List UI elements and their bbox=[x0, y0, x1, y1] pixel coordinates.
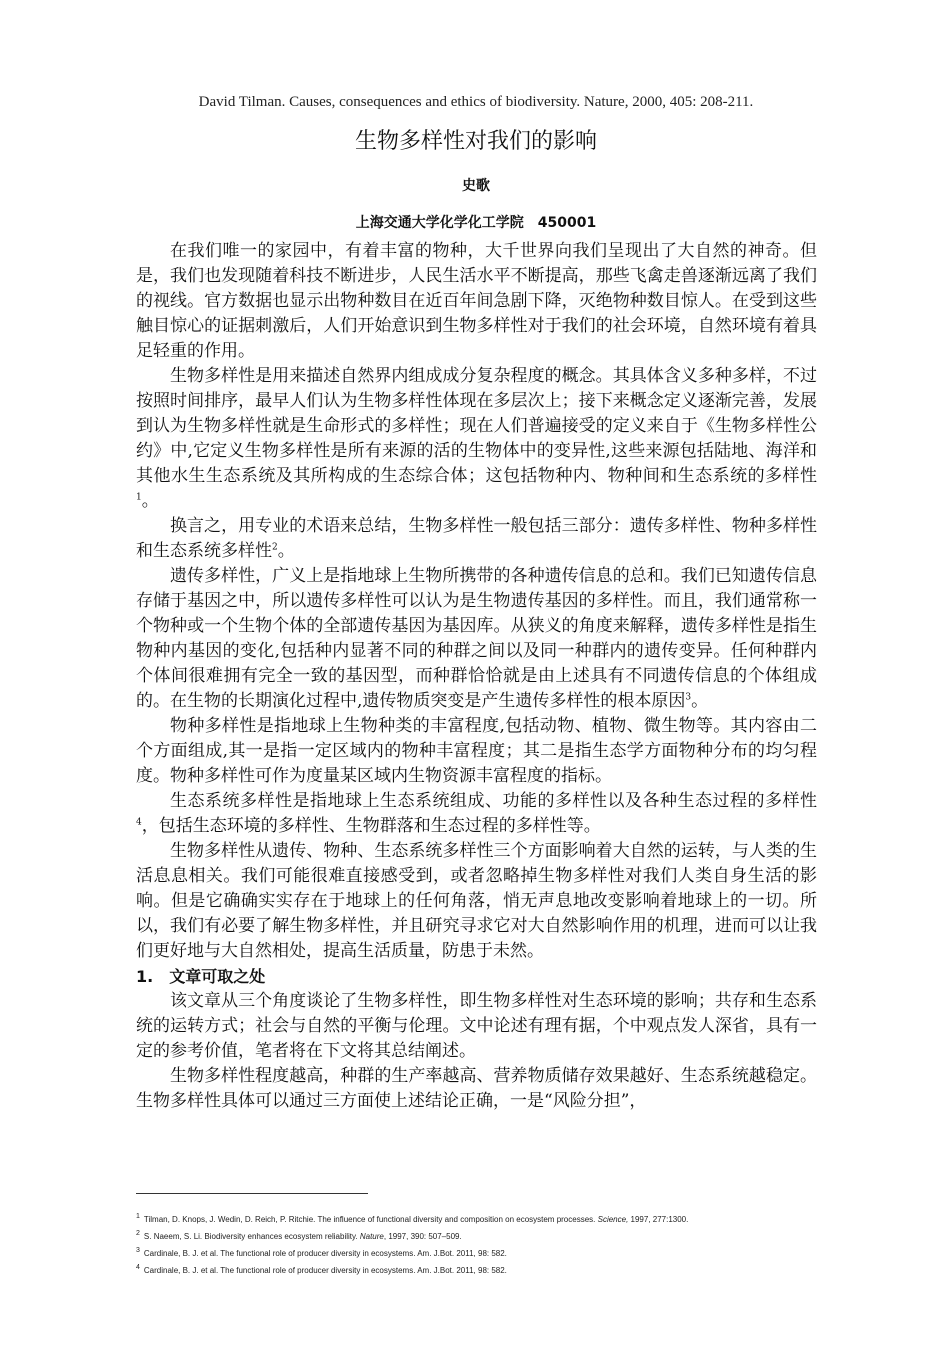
footnote-item: 3 Cardinale, B. J. et al. The functional role of producer diversity in ecosystems. Am. J.Bot. 2011, 98: 582. bbox=[136, 1247, 507, 1258]
footnote-item: 1 Tilman, D. Knops, J. Wedin, D. Reich, P. Ritchie. The influence of functional diversity and composition on ecosystem processes. Science, 1997, 277:1300. bbox=[136, 1213, 689, 1224]
footnote-ref[interactable]: 3 bbox=[685, 692, 692, 703]
body-paragraph: 生态系统多样性是指地球上生态系统组成、功能的多样性以及各种生态过程的多样性$^4$，包括生态环境的多样性、生物群落和生态过程的多样性等。 bbox=[136, 791, 817, 836]
section-heading: 1. 文章可取之处 bbox=[136, 967, 266, 986]
article-title: 生物多样性对我们的影响 bbox=[354, 129, 597, 154]
body-paragraph: 生物多样性从遗传、物种、生态系统多样性三个方面影响着大自然的运转，与人类的生活息息相关。我们可能很难直接感受到，或者忽略掉生物多样性对我们人类自身生活的影响。但是它确确实实存在于地球上的任何角落，悄无声息地改变影响着地球上的一切。所以，我们有必要了解生物多样性，并且研究寻求它对大自然影响作用的机理，进而可以让我们更好地与大自然相处，提高生活质量，防患于未然。 bbox=[136, 841, 817, 961]
footnote-ref[interactable]: 4 bbox=[136, 817, 142, 828]
body-paragraph: 生物多样性程度越高，种群的生产率越高、营养物质储存效果越好、生态系统越稳定。生物多样性具体可以通过三方面使上述结论正确，一是“风险分担”， bbox=[136, 1066, 817, 1111]
footnote-ref[interactable]: 2 bbox=[272, 542, 278, 553]
body-paragraph: 遗传多样性，广义上是指地球上生物所携带的各种遗传信息的总和。我们已知遗传信息存储于基因之中，所以遗传多样性可以认为是生物遗传基因的多样性。而且，我们通常称一个物种或一个生物个体的全部遗传基因为基因库。从狭义的角度来解释，遗传多样性是指生物种内基因的变化,包括种内显著不同的种群之间以及同一种群内的遗传变异。任何种群内个体间很难拥有完全一致的基因型，而种群恰恰就是由上述具有不同遗传信息的个体组成的。在生物的长期演化过程中,遗传物质突变是产生遗传多样性的根本原因$^3$。 bbox=[136, 566, 817, 711]
footnote-ref[interactable]: 1 bbox=[136, 492, 142, 503]
footnote-item: 2 S. Naeem, S. Li. Biodiversity enhances ecosystem reliability. Nature, 1997, 390: 507–509. bbox=[136, 1230, 462, 1241]
footnotes bbox=[136, 1211, 836, 1279]
footnote-divider bbox=[136, 1193, 368, 1194]
body-paragraph: 换言之，用专业的术语来总结，生物多样性一般包括三部分：遗传多样性、物种多样性和生态系统多样性$^2$。 bbox=[136, 516, 817, 561]
author-affiliation: 上海交通大学化学化工学院 450001 bbox=[355, 215, 597, 231]
author-name: 史歌 bbox=[462, 178, 490, 194]
body-paragraph: 该文章从三个角度谈论了生物多样性，即生物多样性对生态环境的影响；共存和生态系统的运转方式；社会与自然的平衡与伦理。文中论述有理有据，个中观点发人深省，具有一定的参考价值，笔者将在下文将其总结阐述。 bbox=[136, 991, 817, 1061]
footnote-item: 4 Cardinale, B. J. et al. The functional role of producer diversity in ecosystems. Am. J.Bot. 2011, 98: 582. bbox=[136, 1264, 507, 1275]
body-paragraph: 生物多样性是用来描述自然界内组成成分复杂程度的概念。其具体含义多种多样，不过按照时间排序，最早人们认为生物多样性体现在多层次上；接下来概念定义逐渐完善，发展到认为生物多样性就是生命形式的多样性；现在人们普遍接受的定义来自于《生物多样性公约》中,它定义生物多样性是所有来源的活的生物体中的变异性,这些来源包括陆地、海洋和其他水生生态系统及其所构成的生态综合体；这包括物种内、物种间和生态系统的多样性$^1$。 bbox=[136, 366, 817, 511]
source-citation: David Tilman. Causes, consequences and ethics of biodiversity. Nature, 2000, 405: 208-211. bbox=[198, 94, 754, 110]
article-body bbox=[136, 239, 817, 1114]
body-paragraph: 物种多样性是指地球上生物种类的丰富程度,包括动物、植物、微生物等。其内容由二个方面组成,其一是指一定区域内的物种丰富程度；其二是指生态学方面物种分布的均匀程度。物种多样性可作为度量某区域内生物资源丰富程度的指标。 bbox=[136, 716, 817, 786]
body-paragraph: 在我们唯一的家园中，有着丰富的物种，大千世界向我们呈现出了大自然的神奇。但是，我们也发现随着科技不断进步，人民生活水平不断提高，那些飞禽走兽逐渐远离了我们的视线。官方数据也显示出物种数目在近百年间急剧下降，灭绝物种数目惊人。在受到这些触目惊心的证据刺激后，人们开始意识到生物多样性对于我们的社会环境，自然环境有着具足轻重的作用。 bbox=[136, 241, 817, 361]
